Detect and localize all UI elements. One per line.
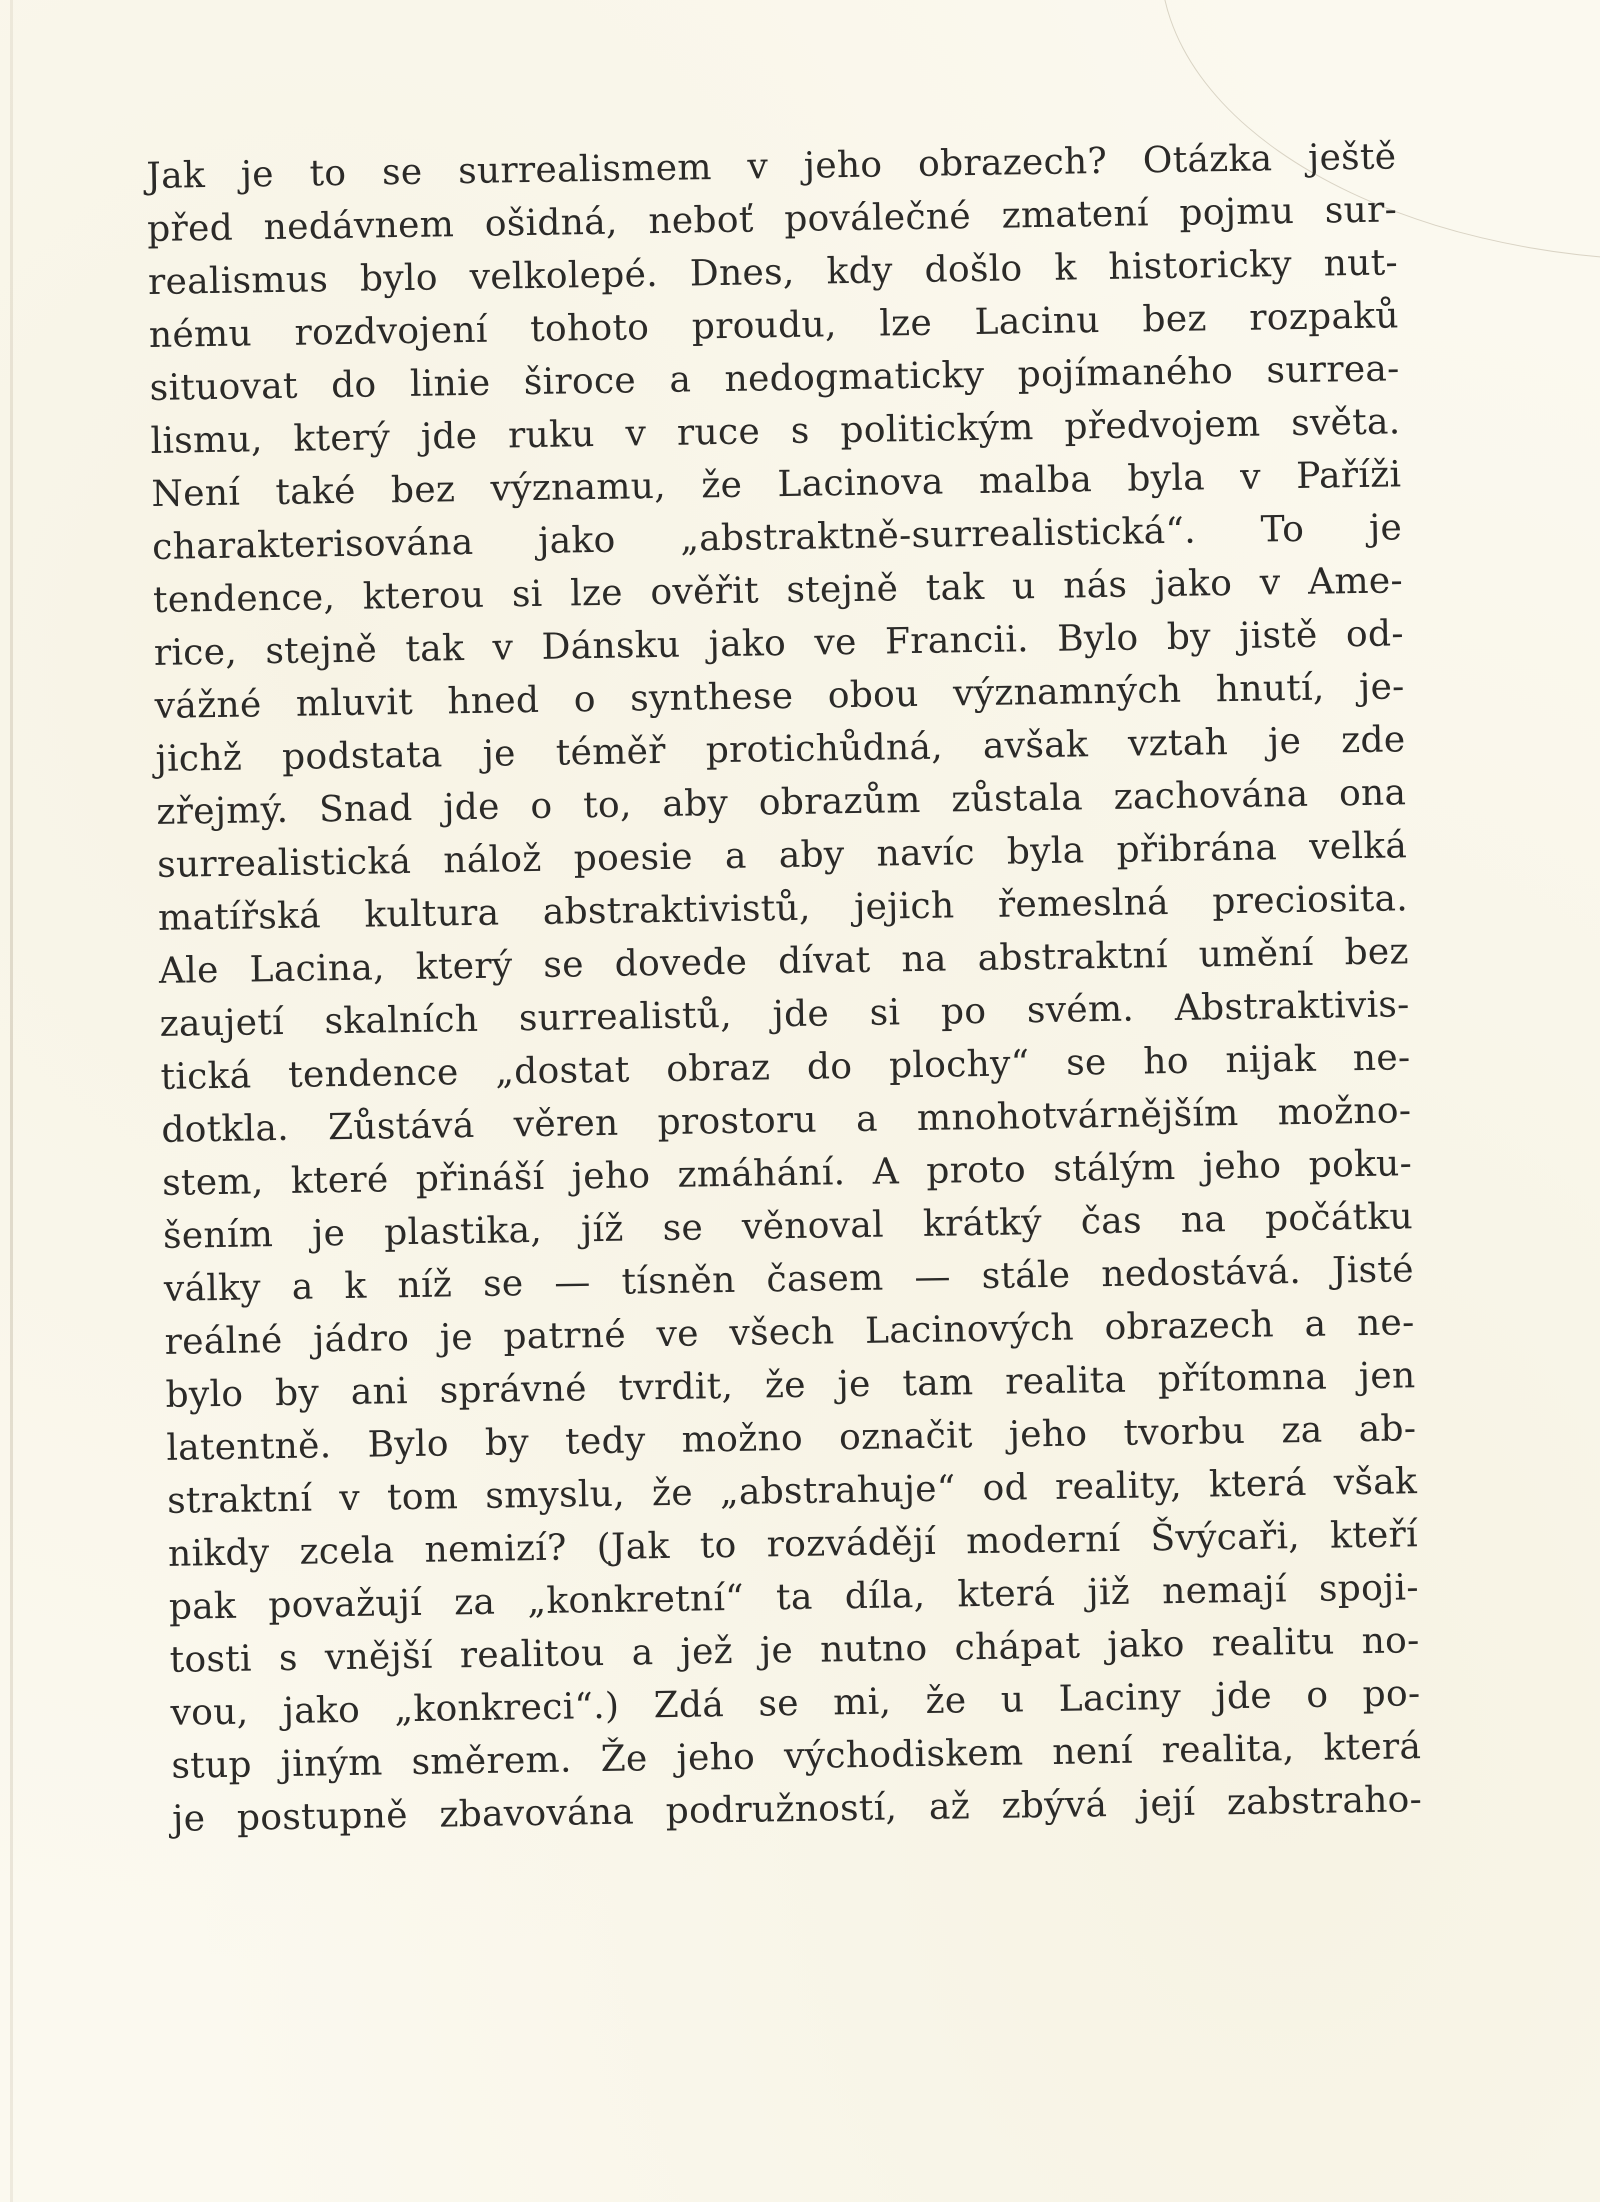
text-line: zaujetí skalních surrealistů, jde si po svém. Abstraktivis- <box>159 984 1410 1045</box>
text-line: tendence, kterou si lze ověřit stejně tak u nás jako v Ame- <box>152 560 1404 621</box>
text-line: charakterisována jako „abstraktně-surrealistická“. To je <box>151 507 1403 568</box>
text-line: pak považují za „konkretní“ ta díla, která již nemají spoji- <box>168 1567 1420 1628</box>
text-line: je postupně zbavována podružností, až zbývá její zabstraho- <box>171 1779 1423 1840</box>
text-line: nému rozdvojení tohoto proudu, lze Lacinu bez rozpaků <box>148 295 1400 356</box>
text-line: Není také bez významu, že Lacinova malba byla v Paříži <box>151 454 1402 515</box>
text-line: zřejmý. Snad jde o to, aby obrazům zůstala zachována ona <box>156 772 1407 833</box>
text-line: tická tendence „dostat obraz do plochy“ se ho nijak ne- <box>160 1037 1411 1098</box>
text-line: reálné jádro je patrné ve všech Lacinových obrazech a ne- <box>164 1302 1415 1363</box>
text-line: lismu, který jde ruku v ruce s politickým předvojem světa. <box>150 401 1401 462</box>
page-fold-mark <box>10 0 13 2202</box>
text-line: situovat do linie široce a nedogmaticky pojímaného surrea- <box>149 348 1400 409</box>
text-line: války a k níž se — tísněn časem — stále nedostává. Jisté <box>163 1249 1415 1310</box>
text-line: Jak je to se surrealismem v jeho obrazech? Otázka ještě <box>146 136 1397 197</box>
text-line: Ale Lacina, který se dovede dívat na abstraktní umění bez <box>158 931 1410 992</box>
text-line: před nedávnem ošidná, neboť poválečné zmatení pojmu sur- <box>146 189 1398 250</box>
text-line: tosti s vnější realitou a jež je nutno chápat jako realitu no- <box>169 1620 1420 1681</box>
text-line: stem, které přináší jeho zmáhání. A proto stálým jeho poku- <box>161 1143 1413 1204</box>
text-line: bylo by ani správné tvrdit, že je tam realita přítomna jen <box>165 1355 1416 1416</box>
text-column <box>146 130 1422 1845</box>
text-line: vou, jako „konkreci“.) Zdá se mi, že u Laciny jde o po- <box>170 1673 1421 1734</box>
text-line: realismus bylo velkolepé. Dnes, kdy došlo k historicky nut- <box>147 242 1399 303</box>
text-line: matířská kultura abstraktivistů, jejich řemeslná preciosita. <box>157 878 1409 939</box>
text-line: šením je plastika, jíž se věnoval krátký čas na počátku <box>162 1196 1414 1257</box>
text-line: surrealistická nálož poesie a aby navíc byla přibrána velká <box>156 825 1408 886</box>
text-line: jichž podstata je téměř protichůdná, avšak vztah je zde <box>155 719 1406 780</box>
text-line: vážné mluvit hned o synthese obou významných hnutí, je- <box>154 666 1405 727</box>
text-line: rice, stejně tak v Dánsku jako ve Francii. Bylo by jistě od- <box>153 613 1405 674</box>
text-line: dotkla. Zůstává věren prostoru a mnohotvárnějším možno- <box>161 1090 1412 1151</box>
text-line: straktní v tom smyslu, že „abstrahuje“ od reality, která však <box>166 1461 1418 1522</box>
text-line: stup jiným směrem. Že jeho východiskem není realita, která <box>171 1726 1422 1787</box>
text-line: nikdy zcela nemizí? (Jak to rozvádějí moderní Švýcaři, kteří <box>167 1514 1419 1575</box>
text-line: latentně. Bylo by tedy možno označit jeho tvorbu za ab- <box>166 1408 1417 1469</box>
